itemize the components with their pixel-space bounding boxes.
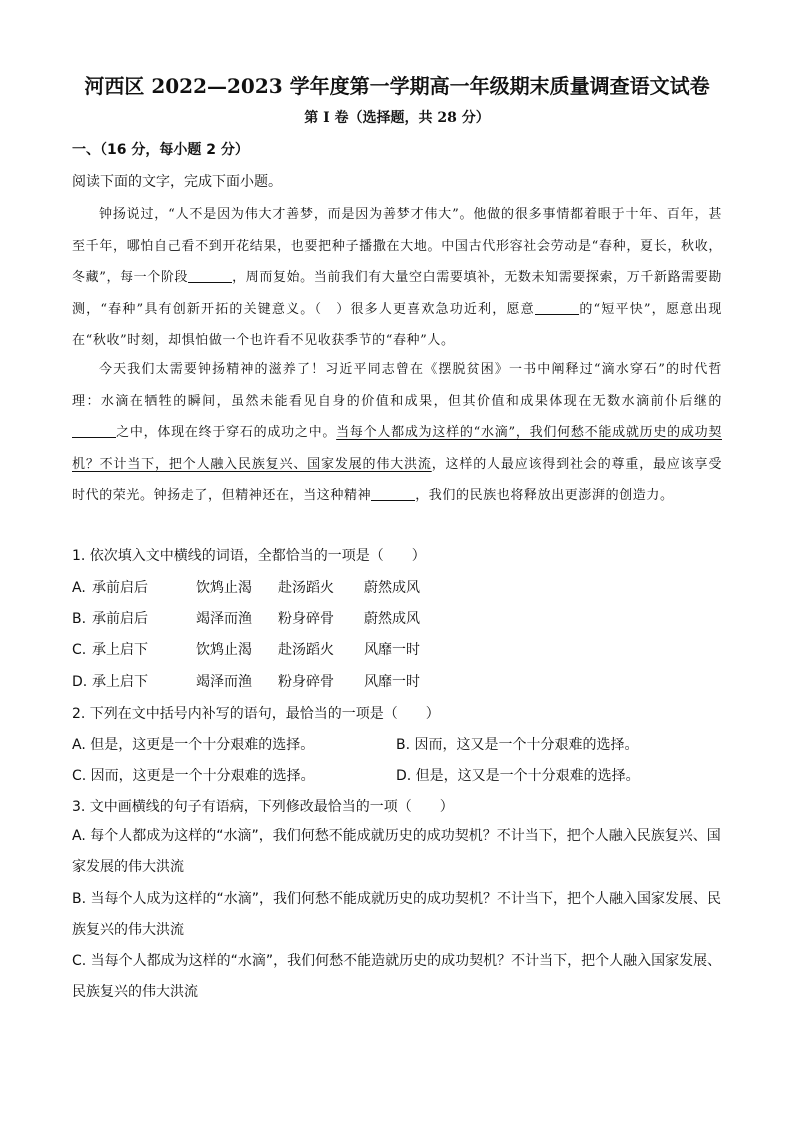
page-title: 河西区 2022—2023 学年度第一学期高一年级期末质量调查语文试卷 (84, 74, 710, 98)
option-word: 承前启后 (92, 580, 148, 596)
passage-text: 钟扬说过，“人不是因为伟大才善梦，而是因为善梦才伟大”。他做的很多事情都着眼于十年、百年，甚至千年，哪怕自己看不到开花结果，也要把种子播撒在大地。中国古代形容社会劳动是“春种，夏长，秋收，冬藏”，每一个阶段 (72, 207, 722, 285)
option-word: 赴汤蹈火 (278, 580, 334, 596)
fill-blank-3[interactable] (72, 423, 116, 438)
option-word: 蔚然成风 (364, 580, 420, 596)
q2-option-c[interactable]: C. 因而，这更是一个十分艰难的选择。 (72, 768, 315, 784)
section-heading: 一、（16 分，每小题 2 分） (72, 142, 249, 158)
option-word: 风靡一时 (364, 674, 420, 690)
option-word: 承上启下 (92, 674, 148, 690)
option-word: 饮鸩止渴 (196, 580, 252, 596)
option-word: 风靡一时 (364, 642, 420, 658)
q1-option-d[interactable] (72, 671, 420, 691)
underlined-sentence: 当每个人都成为这样的“水滴”，我们何愁不能成就历史的成功契机？不计当下，把个人融入民族复兴、国家发展的伟大洪流 (72, 425, 722, 472)
passage-text: 之中，体现在终于穿石的成功之中。 (116, 425, 337, 440)
q1-option-b[interactable] (72, 608, 420, 628)
q3-option-b[interactable]: B. 当每个人成为这样的“水滴”，我们何愁不能成就历史的成功契机？不计当下，把个人融入国家发展、民族复兴的伟大洪流 (72, 891, 722, 938)
reading-instruction: 阅读下面的文字，完成下面小题。 (72, 174, 282, 190)
option-letter: D. (72, 674, 88, 690)
q2-option-d[interactable]: D. 但是，这又是一个十分艰难的选择。 (396, 768, 640, 784)
option-word: 粉身碎骨 (278, 611, 334, 627)
option-word: 承上启下 (92, 642, 148, 658)
fill-blank-2[interactable] (535, 300, 579, 315)
option-word: 竭泽而渔 (196, 611, 252, 627)
question-1-stem: 1. 依次填入文中横线的词语，全都恰当的一项是（ ） (72, 548, 426, 564)
passage-text: 今天我们太需要钟扬精神的滋养了！习近平同志曾在《摆脱贫困》一书中阐释过“滴水穿石”的时代哲理：水滴在牺牲的瞬间，虽然未能看见自身的价值和成果，但其价值和成果体现在无数水滴前仆后继的 (72, 362, 722, 409)
q1-option-c[interactable] (72, 639, 420, 659)
fill-blank-1[interactable] (188, 268, 232, 283)
question-3-stem: 3. 文中画横线的句子有语病，下列修改最恰当的一项（ ） (72, 799, 454, 815)
passage-text: ，我们的民族也将释放出更澎湃的创造力。 (415, 488, 674, 503)
option-word: 饮鸩止渴 (196, 642, 252, 658)
option-letter: A. (72, 580, 86, 596)
option-letter: B. (72, 611, 87, 627)
option-word: 承前启后 (92, 611, 148, 627)
q1-option-a[interactable] (72, 577, 420, 597)
passage-text: ，这样的人最应该得到社会的尊重，最应该享受时代的荣光。钟扬走了，但精神还在，当这种精神 (72, 456, 722, 503)
passage-text: ，周而复始。当前我们有大量空白需要填补，无数未知需要探索，万千新路需要勘测，“春种”具有创新开拓的关键意义。（ ）很多人更喜欢急功近利，愿意 (72, 270, 723, 317)
option-word: 蔚然成风 (364, 611, 420, 627)
option-letter: C. (72, 642, 87, 658)
option-word: 竭泽而渔 (196, 674, 252, 690)
option-word: 赴汤蹈火 (278, 642, 334, 658)
section-subtitle: 第 I 卷（选择题，共 28 分） (304, 110, 490, 126)
q2-option-a[interactable]: A. 但是，这更是一个十分艰难的选择。 (72, 737, 315, 753)
question-2-stem: 2. 下列在文中括号内补写的语句，最恰当的一项是（ ） (72, 706, 440, 722)
q2-option-b[interactable]: B. 因而，这又是一个十分艰难的选择。 (396, 737, 639, 753)
option-word: 粉身碎骨 (278, 674, 334, 690)
q3-option-c[interactable]: C. 当每个人都成为这样的“水滴”，我们何愁不能造就历史的成功契机？不计当下，把个人融入国家发展、民族复兴的伟大洪流 (72, 953, 722, 1000)
passage-paragraph-1 (72, 199, 722, 357)
fill-blank-4[interactable] (371, 486, 415, 501)
q3-option-a[interactable]: A. 每个人都成为这样的“水滴”，我们何愁不能成就历史的成功契机？不计当下，把个人融入民族复兴、国家发展的伟大洪流 (72, 828, 721, 875)
passage-text: 的“短平快”，愿意出现在“秋收”时刻，却惧怕做一个也许看不见收获季节的“春种”人。 (72, 301, 722, 348)
passage-paragraph-2 (72, 354, 722, 512)
